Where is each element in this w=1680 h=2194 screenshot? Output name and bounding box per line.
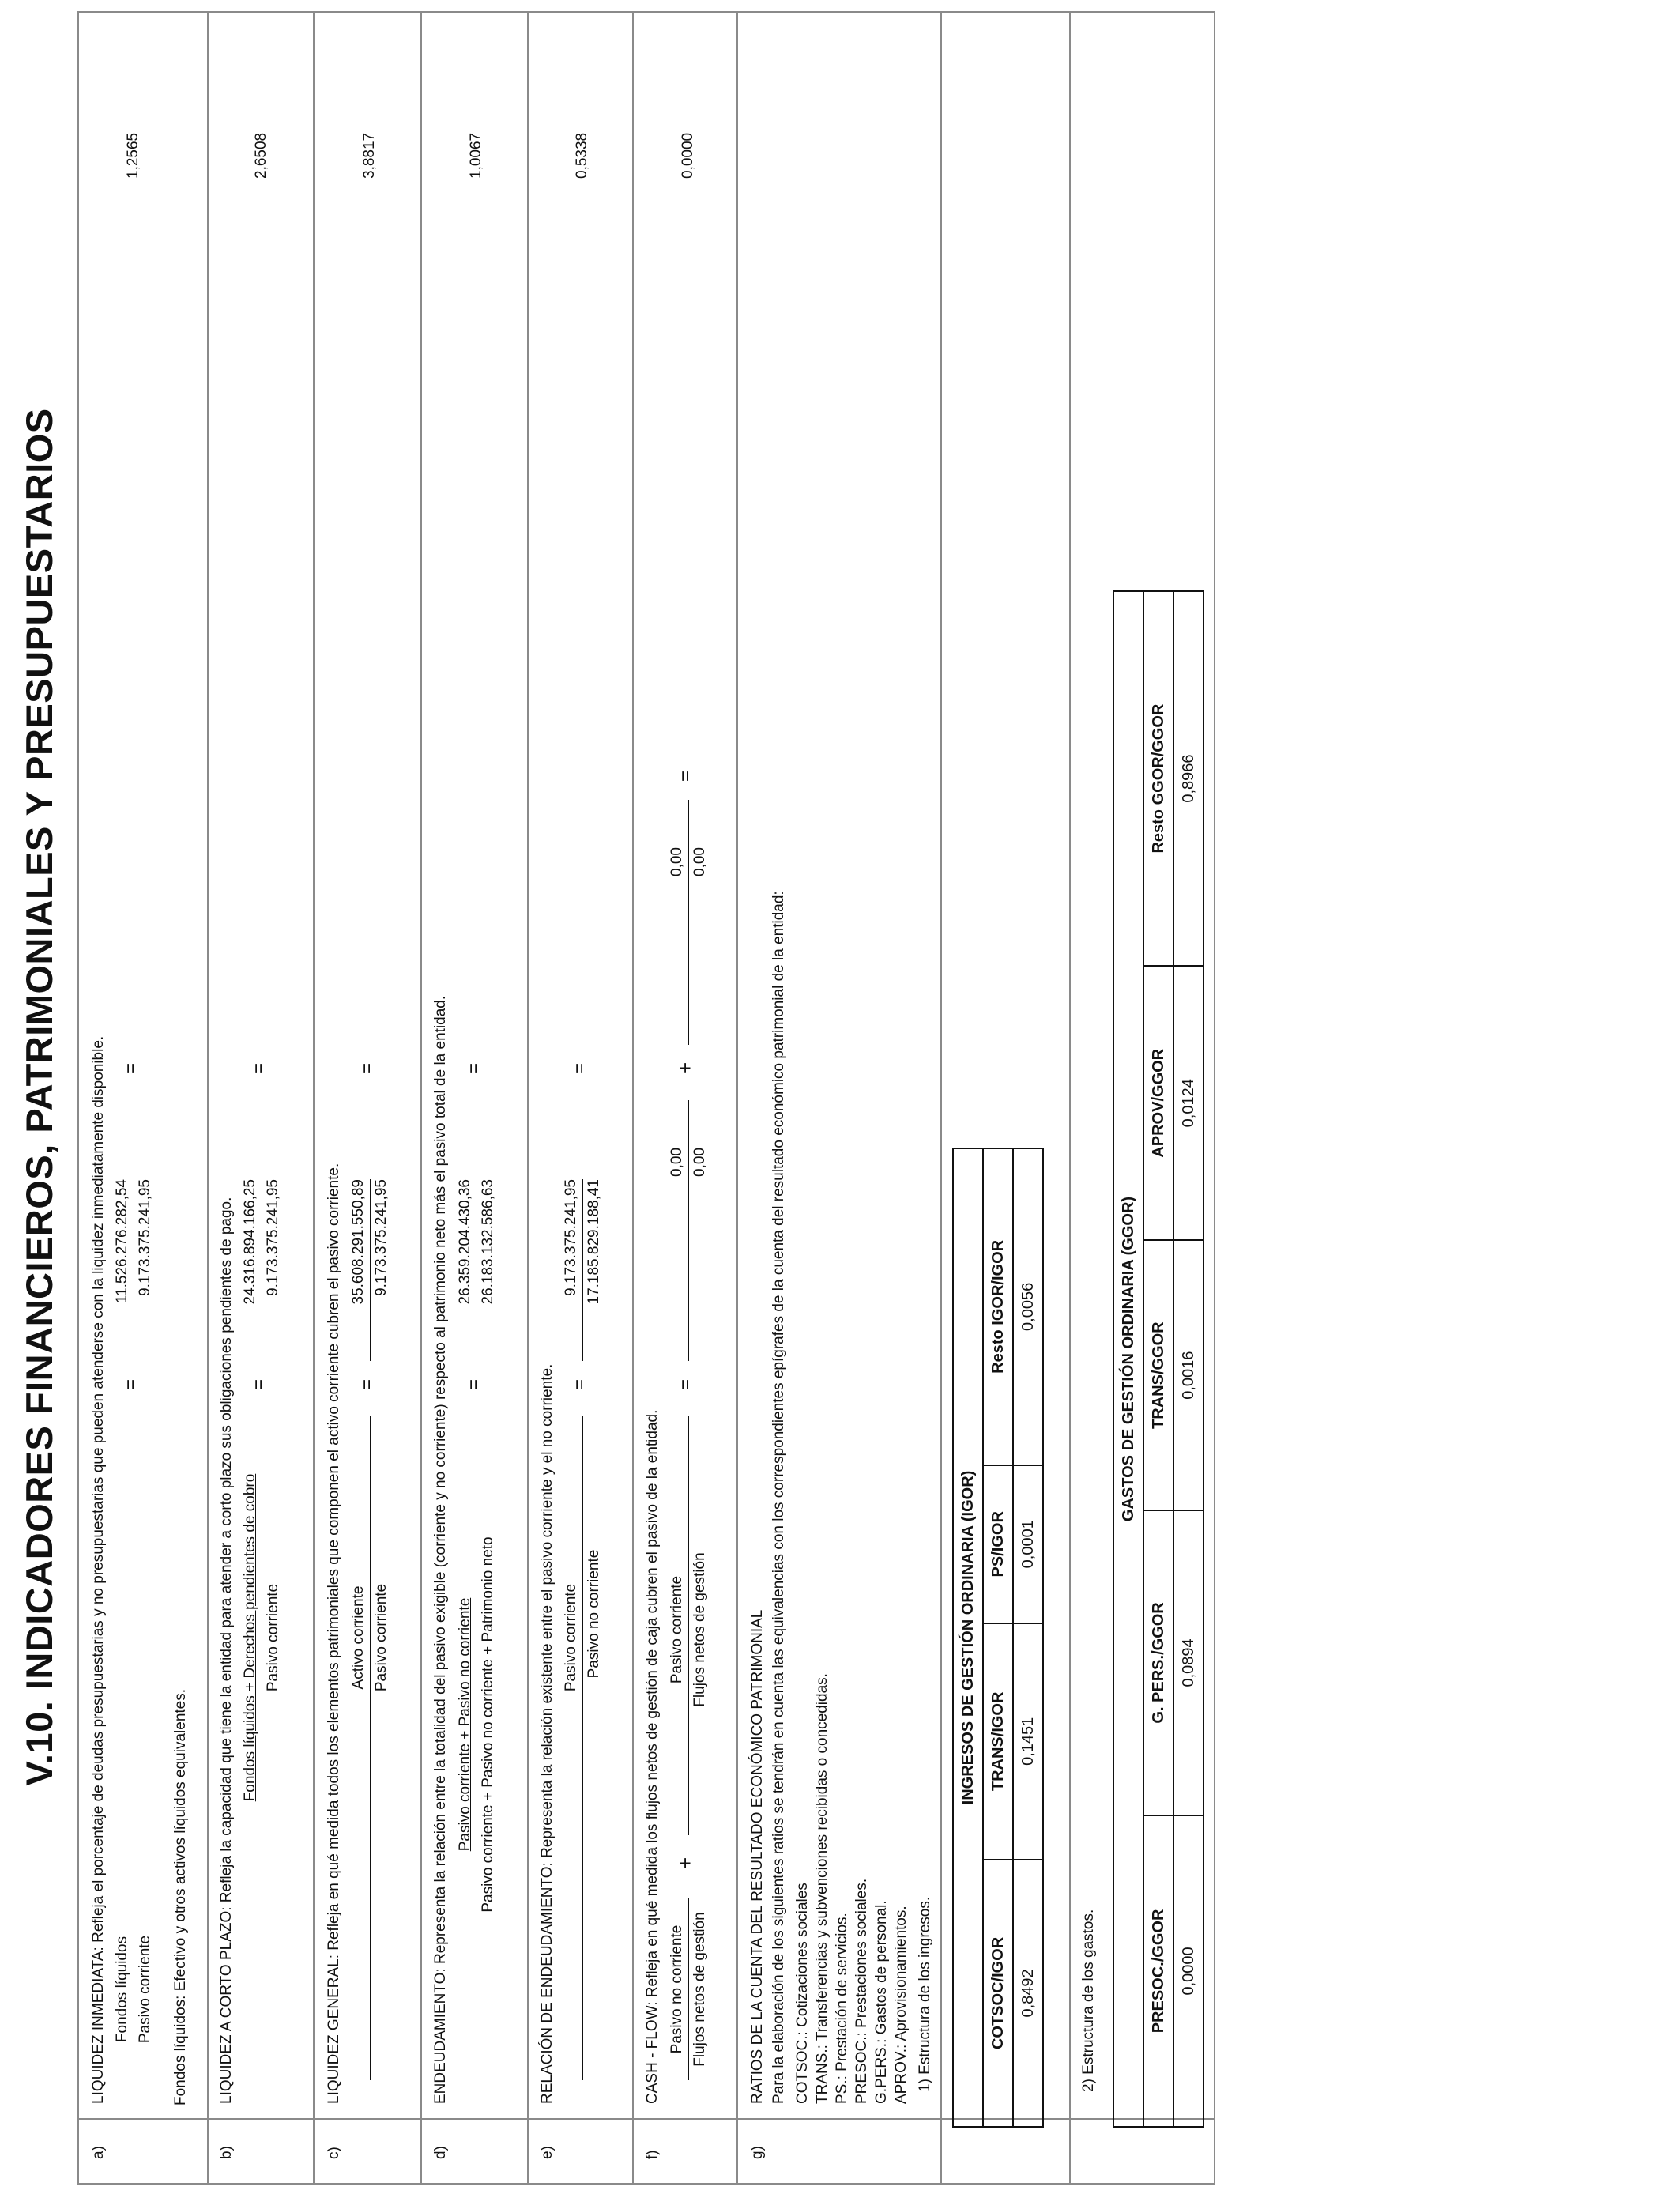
section-f-term2-line <box>688 1416 689 1835</box>
section-b-equals: = <box>248 1378 269 1390</box>
section-a-description: LIQUIDEZ INMEDIATA: Refleja el porcentaje de deudas presupuestarias y no presupuestarias que pueden atenderse con la liquidez inmediatamente disponible. <box>90 1035 107 2104</box>
section-a-result-equals: = <box>120 1062 141 1074</box>
section-b-result-equals: = <box>248 1062 269 1074</box>
legend-item: APROV.: Aprovisionamientos. <box>893 1906 910 2104</box>
section-d-numerator-value: 26.359.204.430,36 <box>457 1179 473 1305</box>
section-e-description: RELACIÓN DE ENDEUDAMIENTO: Representa la relación existente entre el pasivo corriente y el no corriente. <box>539 1363 556 2104</box>
section-c-letter: c) <box>326 2147 342 2159</box>
section-d-equals: = <box>463 1378 484 1390</box>
section-c-denominator-value: 9.173.375.241,95 <box>373 1179 390 1296</box>
section-e-value-fraction-line <box>582 1179 583 1361</box>
section-f-value2-line <box>688 800 689 1045</box>
section-b-description: LIQUIDEZ A CORTO PLAZO: Refleja la capacidad que tiene la entidad para atender a corto plazo sus obligaciones pendientes de pago. <box>218 1197 235 2104</box>
expense-value-cell: 0,0016 <box>1173 1240 1203 1510</box>
section-f-value2-denominator: 0,00 <box>691 847 708 876</box>
section-a-denominator-value: 9.173.375.241,95 <box>137 1179 153 1296</box>
section-g-letter: g) <box>749 2146 766 2159</box>
section-d-result-equals: = <box>463 1062 484 1074</box>
income-structure-label: 1) Estructura de los ingresos. <box>917 1896 933 2092</box>
section-c-result: 3,8817 <box>361 132 378 179</box>
section-f-value-plus: + <box>673 1061 697 1074</box>
section-f-term1-denominator: Flujos netos de gestión <box>691 1912 708 2067</box>
section-d-result: 1,0067 <box>468 132 484 179</box>
section-b-numerator-label: Fondos líquidos + Derechos pendientes de cobro <box>242 1473 258 1802</box>
section-c-denominator-label: Pasivo corriente <box>373 1583 390 1692</box>
section-f-value1-line <box>688 1100 689 1361</box>
section-f-result: 0,0000 <box>680 132 696 179</box>
section-a-letter: a) <box>90 2146 107 2159</box>
section-f-description: CASH - FLOW: Refleja en qué medida los flujos netos de gestión de caja cubren el pasivo de la entidad. <box>644 1409 661 2104</box>
section-f-term2-denominator: Flujos netos de gestión <box>691 1552 708 1707</box>
income-value-cell: 0,0056 <box>1013 1148 1043 1465</box>
income-value-cell: 0,1451 <box>1013 1623 1043 1860</box>
section-a-note: Fondos líquidos: Efectivo y otros activos líquidos equivalentes. <box>172 1688 189 2105</box>
expense-ratios-table <box>1113 590 1204 2128</box>
section-b-letter: b) <box>218 2146 235 2159</box>
section-c-numerator-label: Activo corriente <box>350 1585 367 1690</box>
income-table-caption: INGRESOS DE GESTIÓN ORDINARIA (IGOR) <box>953 1148 983 2127</box>
expense-header-cell: Resto GGOR/GGOR <box>1143 591 1173 966</box>
legend-item: COTSOC.: Cotizaciones sociales <box>794 1883 811 2104</box>
section-f-value1-numerator: 0,00 <box>669 1148 685 1177</box>
section-e-denominator-value: 17.185.829.188,41 <box>586 1179 602 1305</box>
section-a-denominator-label: Pasivo corriente <box>137 1935 153 2044</box>
section-e-denominator-label: Pasivo no corriente <box>586 1549 602 1679</box>
income-header-cell: PS/IGOR <box>983 1465 1013 1623</box>
section-b-numerator-value: 24.316.894.166,25 <box>242 1179 258 1305</box>
section-separator <box>313 13 315 2183</box>
income-value-cell: 0,0001 <box>1013 1465 1043 1623</box>
legend-item: PS.: Prestación de servicios. <box>834 1913 850 2104</box>
section-a-numerator-value: 11.526.276.282,54 <box>114 1179 130 1304</box>
section-e-numerator-value: 9.173.375.241,95 <box>563 1179 579 1296</box>
section-b-denominator-label: Pasivo corriente <box>265 1583 281 1692</box>
section-e-letter: e) <box>539 2146 556 2159</box>
section-f-value2-numerator: 0,00 <box>669 847 685 876</box>
indicators-frame <box>77 11 1215 2185</box>
section-d-letter: d) <box>432 2146 449 2159</box>
section-g-intro: Para la elaboración de los siguientes ratios se tendrán en cuenta las equivalencias con los correspondientes epígrafes de la cuenta del resultado económico patrimonial de la entidad: <box>770 891 787 2104</box>
section-b-result: 2,6508 <box>253 132 269 179</box>
expense-value-cell: 0,0894 <box>1173 1510 1203 1815</box>
section-separator <box>420 13 422 2183</box>
section-d-numerator-label: Pasivo corriente + Pasivo no corriente <box>457 1597 473 1852</box>
section-f-equals: = <box>675 1378 696 1390</box>
section-f-plus: + <box>673 1857 697 1869</box>
section-f-result-equals: = <box>675 770 696 782</box>
section-separator <box>736 13 738 2183</box>
section-a-numerator-label: Fondos líquidos <box>114 1936 130 2043</box>
section-separator <box>1069 13 1071 2183</box>
income-ratios-table <box>952 1148 1044 2128</box>
section-e-result: 0,5338 <box>574 132 590 179</box>
section-f-term2-numerator: Pasivo corriente <box>669 1575 685 1684</box>
section-separator <box>632 13 634 2183</box>
section-separator <box>940 13 942 2183</box>
expense-value-cell: 0,0124 <box>1173 966 1203 1240</box>
section-a-result: 1,2565 <box>125 132 141 179</box>
page-title: V.10. INDICADORES FINANCIEROS, PATRIMONIALES Y PRESUPUESTARIOS <box>18 408 60 1786</box>
section-f-term1-numerator: Pasivo no corriente <box>669 1924 685 2054</box>
section-c-description: LIQUIDEZ GENERAL: Refleja en qué medida todos los elementos patrimoniales que componen el activo corriente cubren el pasivo corriente. <box>326 1163 342 2104</box>
section-d-description: ENDEUDAMIENTO: Representa la relación entre la totalidad del pasivo exigible (corriente y no corriente) respecto al patrimonio neto más el pasivo total de la entidad. <box>432 995 449 2104</box>
expense-header-cell: G. PERS./GGOR <box>1143 1510 1173 1815</box>
section-f-value1-denominator: 0,00 <box>691 1148 708 1177</box>
expense-structure-label: 2) Estructura de los gastos. <box>1080 1909 1097 2092</box>
section-c-value-fraction-line <box>370 1179 371 1361</box>
expense-value-cell: 0,0000 <box>1173 1815 1203 2127</box>
section-e-numerator-label: Pasivo corriente <box>563 1583 579 1692</box>
income-value-cell: 0,8492 <box>1013 1860 1043 2127</box>
section-e-label-fraction-line <box>582 1416 583 2080</box>
section-f-term1-line <box>688 1898 689 2080</box>
section-a-equals: = <box>120 1378 141 1390</box>
expense-header-cell: APROV/GGOR <box>1143 966 1173 1240</box>
section-e-result-equals: = <box>569 1062 590 1074</box>
section-d-denominator-value: 26.183.132.586,63 <box>480 1179 496 1305</box>
section-g-heading: RATIOS DE LA CUENTA DEL RESULTADO ECONÓMICO PATRIMONIAL <box>749 1609 766 2104</box>
section-d-denominator-label: Pasivo corriente + Pasivo no corriente + Patrimonio neto <box>480 1536 496 1913</box>
legend-item: G.PERS.: Gastos de personal. <box>873 1900 890 2104</box>
expense-value-cell: 0,8966 <box>1173 591 1203 966</box>
section-b-denominator-value: 9.173.375.241,95 <box>265 1179 281 1296</box>
income-header-cell: Resto IGOR/IGOR <box>983 1148 1013 1465</box>
legend-item: PRESOC.: Prestaciones sociales. <box>853 1878 870 2104</box>
income-header-cell: TRANS/IGOR <box>983 1623 1013 1860</box>
section-e-equals: = <box>569 1378 590 1390</box>
expense-header-cell: TRANS/GGOR <box>1143 1240 1173 1510</box>
expense-table-caption: GASTOS DE GESTIÓN ORDINARIA (GGOR) <box>1113 591 1143 2127</box>
section-separator <box>527 13 529 2183</box>
section-c-numerator-value: 35.608.291.550,89 <box>350 1179 367 1305</box>
expense-header-cell: PRESOC./GGOR <box>1143 1815 1173 2127</box>
section-separator <box>207 13 209 2183</box>
section-c-label-fraction-line <box>370 1416 371 2080</box>
legend-item: TRANS.: Transferencias y subvenciones recibidas o concedidas. <box>814 1673 831 2104</box>
section-c-equals: = <box>356 1378 378 1390</box>
section-f-letter: f) <box>644 2150 661 2159</box>
income-header-cell: COTSOC/IGOR <box>983 1860 1013 2127</box>
section-c-result-equals: = <box>356 1062 378 1074</box>
